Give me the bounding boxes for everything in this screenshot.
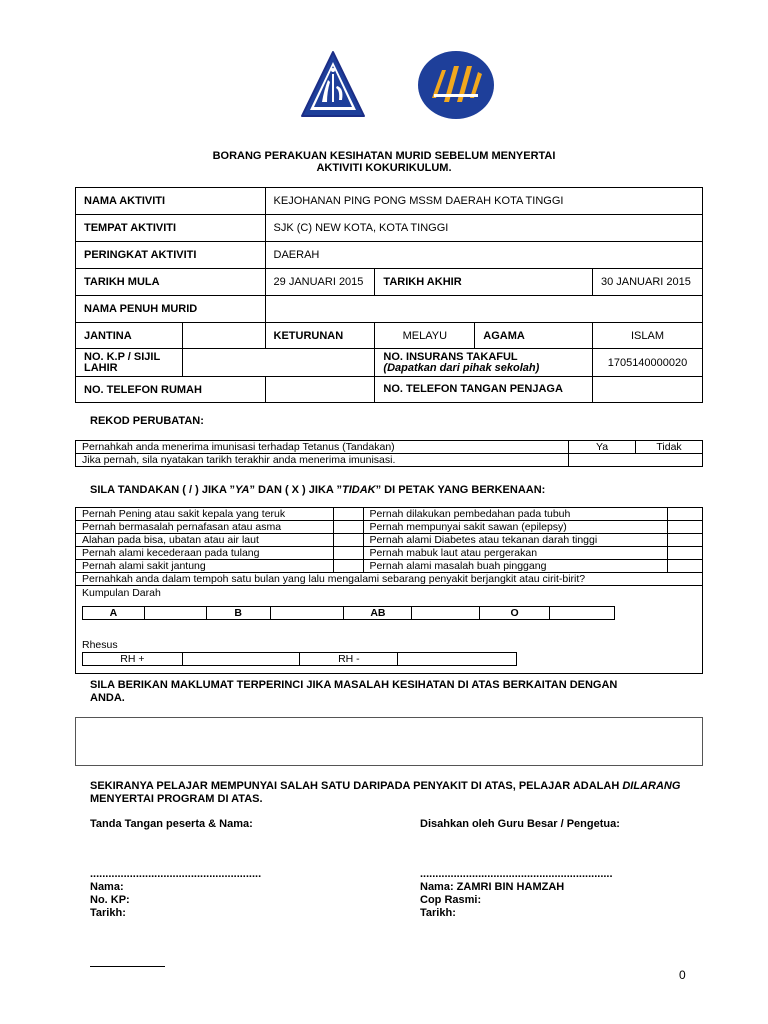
kumpulan-darah-label: Kumpulan Darah xyxy=(82,587,161,599)
tarikh-akhir-value: 30 JANUARI 2015 xyxy=(592,269,702,296)
insurans-note: (Dapatkan dari pihak sekolah) xyxy=(383,361,540,374)
immunisation-date-field[interactable] xyxy=(569,454,703,467)
blood-type-b-checkbox[interactable] xyxy=(270,607,344,620)
conditions-table xyxy=(75,507,703,674)
blood-type-a-checkbox[interactable] xyxy=(144,607,206,620)
tarikh-mula-label: TARIKH MULA xyxy=(76,269,266,296)
blood-type-ab: AB xyxy=(344,607,412,620)
keturunan-label: KETURUNAN xyxy=(265,323,375,349)
instruction-part3: ” DI PETAK YANG BERKENAAN: xyxy=(375,484,546,496)
nokp-field[interactable] xyxy=(182,349,375,377)
participant-nama-label: Nama: xyxy=(90,881,124,893)
insurans-value: 1705140000020 xyxy=(592,349,702,377)
participant-signature-heading: Tanda Tangan peserta & Nama: xyxy=(90,818,253,830)
peringkat-aktiviti-label: PERINGKAT AKTIVITI xyxy=(76,242,266,269)
nama-penuh-label: NAMA PENUH MURID xyxy=(76,296,266,323)
telefon-penjaga-field[interactable] xyxy=(592,377,702,403)
condition-right-4: Pernah mabuk laut atau pergerakan xyxy=(363,547,667,560)
nama-penuh-field[interactable] xyxy=(265,296,702,323)
nokp-label: NO. K.P / SIJIL LAHIR xyxy=(76,349,183,377)
principal-signature-line[interactable]: ............................................................... xyxy=(420,868,613,880)
nama-aktiviti-label: NAMA AKTIVITI xyxy=(76,188,266,215)
ya-checkbox[interactable]: Ya xyxy=(569,441,636,454)
telefon-penjaga-label: NO. TELEFON TANGAN PENJAGA xyxy=(375,377,593,403)
tarikh-mula-value: 29 JANUARI 2015 xyxy=(265,269,375,296)
details-instruction xyxy=(90,679,617,705)
insurans-label: NO. INSURANS TAKAFUL xyxy=(383,350,518,363)
condition-left-2: Pernah bermasalah pernafasan atau asma xyxy=(76,521,334,534)
instruction-part1: SILA TANDAKAN ( / ) JIKA ” xyxy=(90,484,236,496)
condition-left-2-checkbox[interactable] xyxy=(333,521,363,534)
form-title-line2: AKTIVITI KOKURIKULUM. xyxy=(316,162,452,174)
blood-type-ab-checkbox[interactable] xyxy=(412,607,480,620)
tick-instruction xyxy=(90,484,545,496)
blood-type-table xyxy=(82,606,615,620)
warning-part1: SEKIRANYA PELAJAR MEMPUNYAI SALAH SATU DARIPADA PENYAKIT DI ATAS, PELAJAR ADALAH xyxy=(90,780,623,792)
blood-type-a: A xyxy=(83,607,145,620)
condition-left-3: Alahan pada bisa, ubatan atau air laut xyxy=(76,534,334,547)
immunisation-question: Pernahkah anda menerima imunisasi terhadap Tetanus (Tandakan) xyxy=(76,441,569,454)
participant-nokp-label: No. KP: xyxy=(90,894,130,906)
rekod-heading: REKOD PERUBATAN: xyxy=(90,415,204,427)
jata-johor-logo xyxy=(300,50,366,120)
condition-left-5: Pernah alami sakit jantung xyxy=(76,560,334,573)
principal-signature-heading: Disahkan oleh Guru Besar / Pengetua: xyxy=(420,818,620,830)
condition-right-3-checkbox[interactable] xyxy=(668,534,703,547)
blood-group-cell xyxy=(76,586,703,674)
agama-label: AGAMA xyxy=(475,323,593,349)
principal-tarikh-label: Tarikh: xyxy=(420,907,456,919)
form-title-line1: BORANG PERAKUAN KESIHATAN MURID SEBELUM MENYERTAI xyxy=(212,150,556,162)
condition-left-4-checkbox[interactable] xyxy=(333,547,363,560)
rh-negative: RH - xyxy=(300,653,398,666)
instruction-tidak: TIDAK xyxy=(342,484,376,496)
tempat-aktiviti-value: SJK (C) NEW KOTA, KOTA TINGGI xyxy=(265,215,702,242)
warning-line2: MENYERTAI PROGRAM DI ATAS. xyxy=(90,793,263,805)
keturunan-value: MELAYU xyxy=(375,323,475,349)
blood-type-o-checkbox[interactable] xyxy=(550,607,615,620)
warning-text xyxy=(90,780,680,806)
condition-right-1: Pernah dilakukan pembedahan pada tubuh xyxy=(363,508,667,521)
insurans-cell xyxy=(375,349,593,377)
principal-cop-label: Cop Rasmi: xyxy=(420,894,482,906)
telefon-rumah-field[interactable] xyxy=(265,377,375,403)
participant-signature-line[interactable]: ........................................................ xyxy=(90,868,262,880)
condition-left-1: Pernah Pening atau sakit kepala yang teruk xyxy=(76,508,334,521)
condition-right-5: Pernah alami masalah buah pinggang xyxy=(363,560,667,573)
warning-dilarang: DILARANG xyxy=(622,780,681,792)
condition-left-4: Pernah alami kecederaan pada tulang xyxy=(76,547,334,560)
tempat-aktiviti-label: TEMPAT AKTIVITI xyxy=(76,215,266,242)
principal-signature-block xyxy=(420,868,613,920)
jantina-field[interactable] xyxy=(182,323,265,349)
details-textarea[interactable] xyxy=(75,717,703,766)
condition-right-4-checkbox[interactable] xyxy=(668,547,703,560)
condition-right-5-checkbox[interactable] xyxy=(668,560,703,573)
rh-negative-checkbox[interactable] xyxy=(398,653,517,666)
instruction-ya: YA xyxy=(235,484,250,496)
agama-value: ISLAM xyxy=(592,323,702,349)
rhesus-label: Rhesus xyxy=(82,639,118,651)
page-number: 0 xyxy=(679,968,686,982)
participant-tarikh-label: Tarikh: xyxy=(90,907,126,919)
infection-question: Pernahkah anda dalam tempoh satu bulan yang lalu mengalami sebarang penyakit berjangkit atau cirit-birit? xyxy=(76,573,703,586)
kpm-logo xyxy=(416,50,496,120)
rh-positive: RH + xyxy=(83,653,183,666)
jantina-label: JANTINA xyxy=(76,323,183,349)
details-line2: ANDA. xyxy=(90,692,125,704)
condition-left-5-checkbox[interactable] xyxy=(333,560,363,573)
blood-type-b: B xyxy=(206,607,270,620)
immunisation-date-question: Jika pernah, sila nyatakan tarikh terakhir anda menerima imunisasi. xyxy=(76,454,569,467)
participant-signature-block xyxy=(90,868,261,920)
condition-left-3-checkbox[interactable] xyxy=(333,534,363,547)
condition-right-1-checkbox[interactable] xyxy=(668,508,703,521)
details-line1: SILA BERIKAN MAKLUMAT TERPERINCI JIKA MASALAH KESIHATAN DI ATAS BERKAITAN DENGAN xyxy=(90,679,618,691)
peringkat-aktiviti-value: DAERAH xyxy=(265,242,702,269)
principal-nama: Nama: ZAMRI BIN HAMZAH xyxy=(420,881,565,893)
blood-type-o: O xyxy=(480,607,550,620)
condition-right-2-checkbox[interactable] xyxy=(668,521,703,534)
nama-aktiviti-value: KEJOHANAN PING PONG MSSM DAERAH KOTA TINGGI xyxy=(265,188,702,215)
condition-right-2: Pernah mempunyai sakit sawan (epilepsy) xyxy=(363,521,667,534)
condition-right-3: Pernah alami Diabetes atau tekanan darah tinggi xyxy=(363,534,667,547)
tarikh-akhir-label: TARIKH AKHIR xyxy=(375,269,593,296)
rhesus-table xyxy=(82,652,517,666)
rh-positive-checkbox[interactable] xyxy=(182,653,300,666)
condition-left-1-checkbox[interactable] xyxy=(333,508,363,521)
instruction-part2: ” DAN ( X ) JIKA ” xyxy=(249,484,342,496)
immunisation-table xyxy=(75,440,703,467)
footnote-separator xyxy=(90,966,165,967)
telefon-rumah-label: NO. TELEFON RUMAH xyxy=(76,377,266,403)
tidak-checkbox[interactable]: Tidak xyxy=(636,441,703,454)
form-title xyxy=(100,150,668,174)
activity-info-table xyxy=(75,187,703,403)
